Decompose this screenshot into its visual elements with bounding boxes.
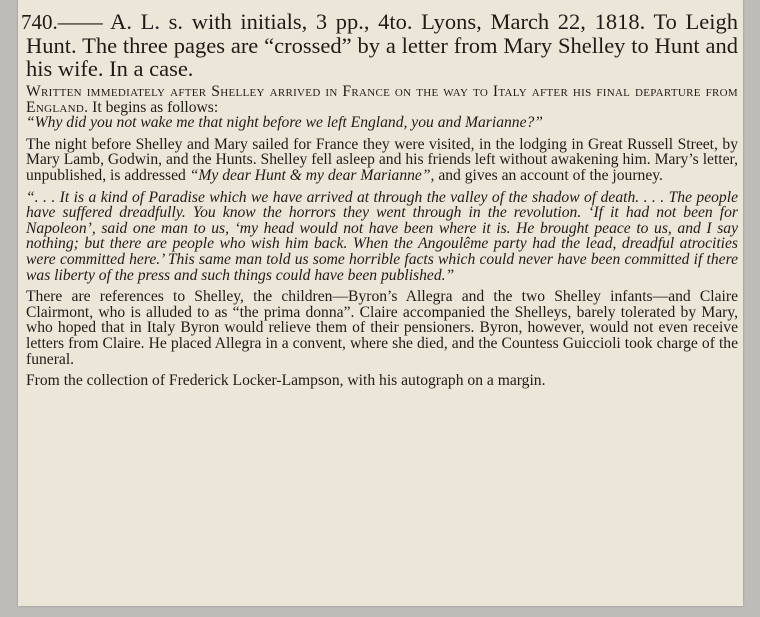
provenance-paragraph: From the collection of Frederick Locker-Lampson, with his autograph on a margin. <box>26 372 546 390</box>
entry-body <box>21 9 738 390</box>
opening-quote: “Why did you not wake me that night before we left England, you and Marianne?” <box>26 114 543 132</box>
entry-heading-text: —— A. L. s. with initials, 3 pp., 4to. Lyons, March 22, 1818. To Leigh Hunt. The three pages are “crossed” by a letter from Mary Shelley to Hunt and his wife. In a case. <box>26 9 738 81</box>
night-tail: and gives an account of the journey. <box>434 166 663 184</box>
entry-number: 740. <box>21 10 58 34</box>
letter-quote: “. . . It is a kind of Paradise which we have arrived at through the valley of the shadow of death. . . . The people have suffered dreadfully. You know the horrors they went through in the revolution. ‘If it had not been for Napoleon’, said one man to us, ‘my head would not have been where it is. He brought peace to us, and I say nothing; but there are people who wish him back. When the Angoulême party had the lead, dreadful atrocities were committed here.’ This same man told us some horrible facts which could never have been committed if there was liberty of the press and such things could have been published.” <box>26 188 738 284</box>
intro-follows: It begins as follows: <box>88 98 219 116</box>
night-paragraph <box>26 137 738 184</box>
catalogue-clipping <box>18 0 743 606</box>
night-text: The night before Shelley and Mary sailed for France they were visited, in the lodging in Great Russell Street, by Mary Lamb, Godwin, and the Hunts. Shelley fell asleep and his friends left without awakening him. Mary’s letter, unpublished, is addressed <box>26 135 738 184</box>
salutation-quote: “My dear Hunt & my dear Marianne”, <box>189 166 435 184</box>
intro-smallcaps: Written immediately after Shelley arrived in France on the way to Italy after his final departure from England. <box>26 83 738 116</box>
entry-heading <box>21 9 738 81</box>
references-paragraph: There are references to Shelley, the children—Byron’s Allegra and the two Shelley infants—and Claire Clairmont, who is alluded to as “the prima donna”. Claire accompanied the Shelleys, barely tolerated by Mary, who hoped that in Italy Byron would relieve them of their pensioners. Byron, however, would not even receive letters from Claire. He placed Allegra in a convent, where she died, and the Countess Guiccioli took charge of the funeral. <box>26 288 738 368</box>
intro-paragraph <box>26 84 738 115</box>
